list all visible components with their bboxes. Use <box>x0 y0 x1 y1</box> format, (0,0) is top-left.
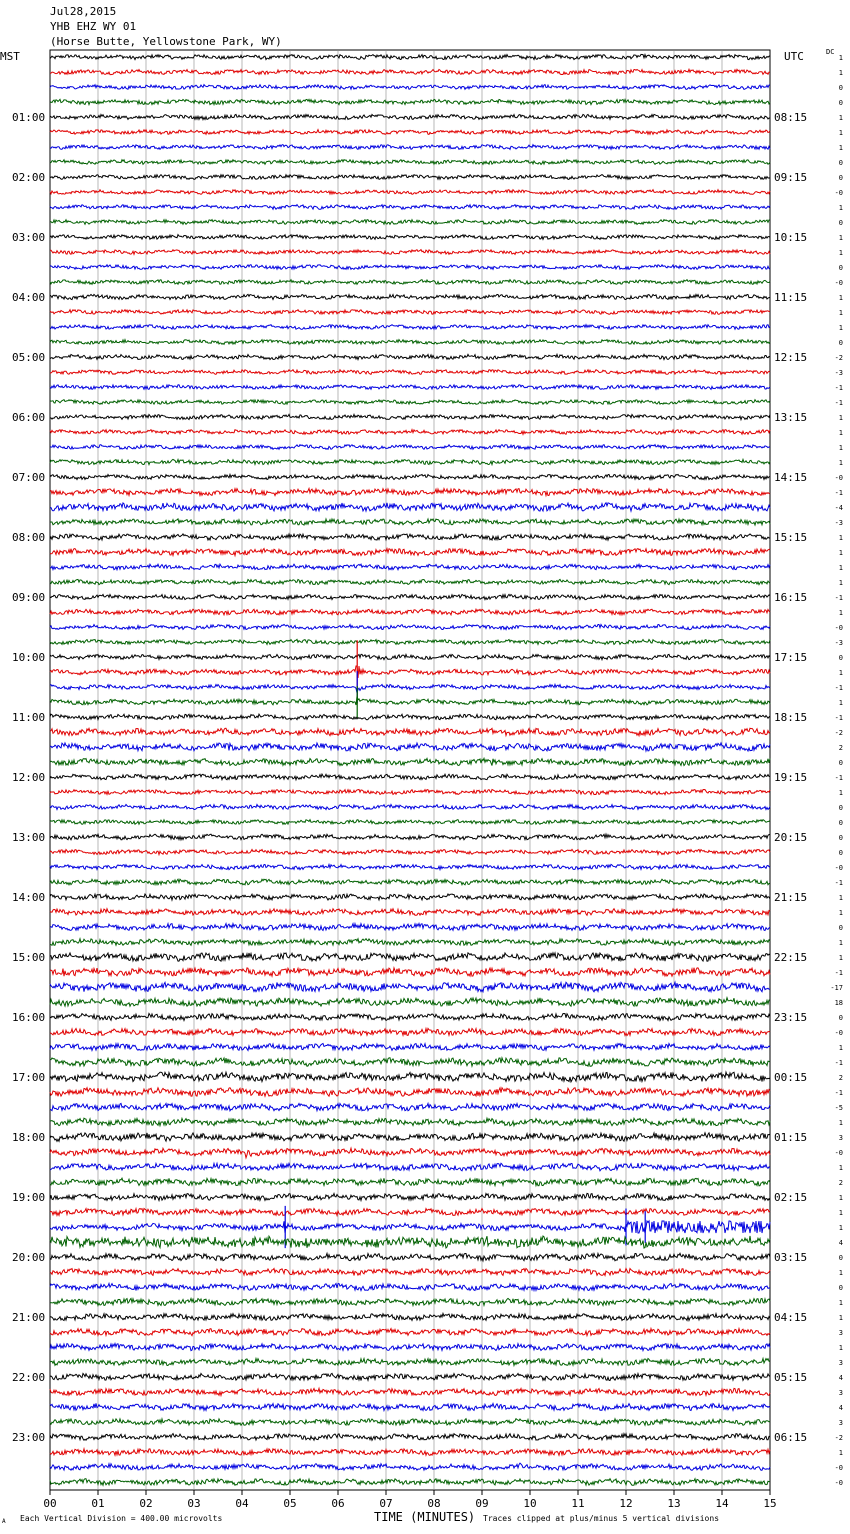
right-hour-label: 20:15 <box>774 831 808 844</box>
trace-row-48 <box>50 774 770 780</box>
trace-row-18 <box>50 325 770 330</box>
trace-row-12 <box>50 235 770 240</box>
dc-offset-label: 0 <box>838 1014 843 1022</box>
x-tick-label: 04 <box>235 1497 249 1510</box>
dc-offset-label: 1 <box>838 789 843 797</box>
trace-row-63 <box>50 998 770 1007</box>
trace-row-76 <box>50 1193 770 1200</box>
dc-offset-label: 1 <box>838 144 843 152</box>
trace-row-52 <box>50 834 770 840</box>
trace-row-24 <box>50 414 770 419</box>
dc-offset-label: -3 <box>834 639 843 647</box>
left-hour-label: 13:00 <box>12 831 46 844</box>
trace-row-16 <box>50 294 770 299</box>
trace-row-83 <box>50 1298 770 1305</box>
dc-offset-label: -0 <box>834 624 843 632</box>
plot-date: Jul28,2015 <box>50 5 117 18</box>
dc-offset-label: 1 <box>838 324 843 332</box>
trace-row-74 <box>50 1163 770 1171</box>
trace-row-30 <box>50 503 770 511</box>
trace-row-77 <box>50 1209 770 1216</box>
dc-offset-label: 1 <box>838 909 843 917</box>
dc-offset-label: -0 <box>834 1479 843 1487</box>
trace-row-60 <box>50 953 770 961</box>
station-code: YHB EHZ WY 01 <box>50 20 137 33</box>
dc-offset-label: 0 <box>838 339 843 347</box>
dc-offset-label: -1 <box>834 684 843 692</box>
trace-row-89 <box>50 1388 770 1395</box>
dc-offset-label: 1 <box>838 309 843 317</box>
trace-row-46 <box>50 743 770 751</box>
right-hour-label: 17:15 <box>774 651 808 664</box>
x-tick-label: 12 <box>619 1497 633 1510</box>
dc-offset-label: 3 <box>838 1389 843 1397</box>
dc-offset-label: -1 <box>834 489 843 497</box>
dc-offset-label: -4 <box>834 504 843 512</box>
dc-offset-label: -1 <box>834 594 843 602</box>
dc-offset-label: 1 <box>838 69 843 77</box>
trace-row-13 <box>50 250 770 255</box>
trace-row-61 <box>50 968 770 977</box>
trace-row-3 <box>50 99 770 104</box>
dc-offset-label: 18 <box>834 999 843 1007</box>
left-hour-label: 06:00 <box>12 411 46 424</box>
right-timezone-label: UTC <box>784 50 804 63</box>
x-tick-label: 08 <box>427 1497 441 1510</box>
trace-row-15 <box>50 280 770 285</box>
trace-row-51 <box>50 820 770 825</box>
trace-row-26 <box>50 445 770 450</box>
clipping-note: Traces clipped at plus/minus 5 vertical divisions <box>483 1514 720 1523</box>
trace-row-49 <box>50 789 770 794</box>
dc-offset-label: 1 <box>838 1299 843 1307</box>
trace-row-57 <box>50 909 770 916</box>
trace-row-32 <box>50 534 770 540</box>
right-hour-label: 23:15 <box>774 1011 808 1024</box>
dc-offset-label: 3 <box>838 1359 843 1367</box>
trace-row-20 <box>50 354 770 359</box>
trace-row-86 <box>50 1344 770 1351</box>
dc-offset-label: 1 <box>838 1314 843 1322</box>
trace-row-43 <box>50 696 770 705</box>
right-hour-label: 21:15 <box>774 891 808 904</box>
left-timezone-label: MST <box>0 50 20 63</box>
trace-row-71 <box>50 1118 770 1126</box>
trace-row-85 <box>50 1329 770 1336</box>
trace-row-8 <box>50 175 770 180</box>
dc-offset-label: -0 <box>834 189 843 197</box>
dc-offset-label: 1 <box>838 669 843 677</box>
x-tick-label: 01 <box>91 1497 105 1510</box>
x-tick-label: 00 <box>43 1497 57 1510</box>
left-hour-label: 10:00 <box>12 651 46 664</box>
trace-row-21 <box>50 370 770 375</box>
dc-offset-label: 2 <box>838 1074 843 1082</box>
x-tick-label: 15 <box>763 1497 777 1510</box>
trace-row-9 <box>50 190 770 195</box>
dc-offset-label: -1 <box>834 714 843 722</box>
trace-row-37 <box>50 609 770 615</box>
dc-offset-label: 0 <box>838 84 843 92</box>
dc-offset-label: 2 <box>838 1179 843 1187</box>
dc-offset-label: 1 <box>838 1209 843 1217</box>
x-tick-label: 13 <box>667 1497 681 1510</box>
right-hour-label: 18:15 <box>774 711 808 724</box>
trace-row-5 <box>50 130 770 135</box>
right-hour-label: 19:15 <box>774 771 808 784</box>
trace-row-7 <box>50 160 770 165</box>
dc-offset-label: 4 <box>838 1374 843 1382</box>
trace-row-65 <box>50 1028 770 1035</box>
dc-offset-label: -0 <box>834 864 843 872</box>
left-hour-label: 19:00 <box>12 1191 46 1204</box>
right-hour-label: 10:15 <box>774 231 808 244</box>
right-hour-label: 14:15 <box>774 471 808 484</box>
left-hour-label: 22:00 <box>12 1371 46 1384</box>
dc-offset-label: -2 <box>834 729 843 737</box>
dc-offset-label: 0 <box>838 174 843 182</box>
left-hour-label: 23:00 <box>12 1431 46 1444</box>
trace-row-87 <box>50 1359 770 1366</box>
dc-offset-label: 0 <box>838 819 843 827</box>
dc-offset-label: 1 <box>838 54 843 62</box>
dc-offset-label: 1 <box>838 1344 843 1352</box>
dc-offset-label: 1 <box>838 429 843 437</box>
dc-offset-label: 1 <box>838 1224 843 1232</box>
dc-offset-label: 0 <box>838 99 843 107</box>
dc-offset-label: -17 <box>830 984 843 992</box>
trace-row-79 <box>50 1236 770 1248</box>
dc-offset-label: 1 <box>838 954 843 962</box>
right-hour-label: 12:15 <box>774 351 808 364</box>
right-hour-label: 05:15 <box>774 1371 808 1384</box>
trace-row-59 <box>50 939 770 946</box>
left-hour-label: 20:00 <box>12 1251 46 1264</box>
right-hour-label: 01:15 <box>774 1131 808 1144</box>
dc-offset-label: 1 <box>838 234 843 242</box>
dc-offset-label: 1 <box>838 894 843 902</box>
trace-row-55 <box>50 879 770 885</box>
trace-row-4 <box>50 114 770 119</box>
dc-offset-label: 0 <box>838 159 843 167</box>
trace-row-90 <box>50 1403 770 1410</box>
dc-offset-label: 0 <box>838 264 843 272</box>
dc-offset-label: 3 <box>838 1329 843 1337</box>
trace-row-62 <box>50 982 770 992</box>
dc-offset-label: -2 <box>834 1434 843 1442</box>
trace-row-2 <box>50 85 770 90</box>
dc-offset-label: 3 <box>838 1134 843 1142</box>
trace-row-1 <box>50 69 770 74</box>
dc-offset-label: 1 <box>838 1044 843 1052</box>
left-hour-label: 11:00 <box>12 711 46 724</box>
right-hour-label: 11:15 <box>774 291 808 304</box>
right-hour-label: 02:15 <box>774 1191 808 1204</box>
dc-offset-label: -2 <box>834 354 843 362</box>
dc-offset-label: 0 <box>838 804 843 812</box>
dc-offset-label: 0 <box>838 759 843 767</box>
dc-offset-label: 1 <box>838 609 843 617</box>
right-hour-label: 04:15 <box>774 1311 808 1324</box>
vertical-division-note: Each Vertical Division = 400.00 microvolts <box>20 1514 223 1523</box>
trace-row-73 <box>50 1148 770 1158</box>
trace-row-42 <box>50 684 770 693</box>
dc-offset-label: -1 <box>834 774 843 782</box>
trace-row-68 <box>50 1072 770 1082</box>
left-hour-label: 05:00 <box>12 351 46 364</box>
trace-row-56 <box>50 894 770 900</box>
x-tick-label: 11 <box>571 1497 585 1510</box>
trace-row-54 <box>50 864 770 869</box>
right-hour-label: 22:15 <box>774 951 808 964</box>
dc-offset-label: 1 <box>838 444 843 452</box>
dc-offset-label: -1 <box>834 879 843 887</box>
trace-row-11 <box>50 220 770 225</box>
left-hour-label: 15:00 <box>12 951 46 964</box>
x-tick-label: 02 <box>139 1497 153 1510</box>
dc-offset-label: 1 <box>838 414 843 422</box>
dc-offset-label: -5 <box>834 1104 843 1112</box>
dc-offset-label: -0 <box>834 474 843 482</box>
dc-offset-label: 1 <box>838 204 843 212</box>
dc-offset-label: 0 <box>838 654 843 662</box>
trace-row-80 <box>50 1253 770 1260</box>
left-hour-label: 08:00 <box>12 531 46 544</box>
dc-offset-label: 1 <box>838 564 843 572</box>
x-tick-label: 05 <box>283 1497 297 1510</box>
right-hour-label: 08:15 <box>774 111 808 124</box>
dc-offset-label: 0 <box>838 219 843 227</box>
trace-row-25 <box>50 430 770 435</box>
footer-mark: A <box>2 1518 6 1525</box>
dc-offset-label: 2 <box>838 744 843 752</box>
trace-row-75 <box>50 1178 770 1186</box>
left-hour-label: 16:00 <box>12 1011 46 1024</box>
dc-offset-label: 1 <box>838 1269 843 1277</box>
left-hour-label: 21:00 <box>12 1311 46 1324</box>
axis-labels <box>12 54 843 1510</box>
dc-offset-label: 1 <box>838 294 843 302</box>
dc-offset-label: 1 <box>838 1164 843 1172</box>
trace-row-66 <box>50 1044 770 1051</box>
dc-offset-label: 1 <box>838 699 843 707</box>
x-tick-label: 06 <box>331 1497 345 1510</box>
x-tick-label: 10 <box>523 1497 537 1510</box>
dc-offset-label: 4 <box>838 1404 843 1412</box>
trace-row-95 <box>50 1479 770 1486</box>
trace-row-93 <box>50 1449 770 1456</box>
trace-row-34 <box>50 564 770 570</box>
dc-offset-label: 1 <box>838 1449 843 1457</box>
dc-offset-label: 1 <box>838 114 843 122</box>
trace-row-35 <box>50 579 770 584</box>
trace-row-36 <box>50 594 770 599</box>
trace-row-72 <box>50 1133 770 1142</box>
trace-row-10 <box>50 205 770 210</box>
right-hour-label: 00:15 <box>774 1071 808 1084</box>
dc-offset-label: 0 <box>838 1284 843 1292</box>
trace-row-41 <box>50 666 770 678</box>
trace-row-64 <box>50 1014 770 1021</box>
trace-row-39 <box>50 639 770 644</box>
trace-row-81 <box>50 1269 770 1276</box>
dc-offset-label: -3 <box>834 369 843 377</box>
right-hour-label: 09:15 <box>774 171 808 184</box>
trace-row-17 <box>50 310 770 315</box>
dc-offset-label: 0 <box>838 849 843 857</box>
dc-offset-label: -1 <box>834 399 843 407</box>
dc-offset-label: 1 <box>838 579 843 587</box>
trace-row-44 <box>50 714 770 720</box>
trace-row-78 <box>50 1221 770 1233</box>
trace-row-70 <box>50 1103 770 1110</box>
x-axis-title: TIME (MINUTES) <box>374 1510 476 1524</box>
dc-offset-label: 0 <box>838 1254 843 1262</box>
trace-row-0 <box>50 54 770 59</box>
x-tick-label: 14 <box>715 1497 729 1510</box>
dc-offset-label: -0 <box>834 279 843 287</box>
trace-row-40 <box>50 654 770 659</box>
right-hour-label: 16:15 <box>774 591 808 604</box>
dc-offset-label: 1 <box>838 249 843 257</box>
trace-row-92 <box>50 1434 770 1441</box>
dc-offset-label: -0 <box>834 1149 843 1157</box>
dc-offset-label: 3 <box>838 1419 843 1427</box>
trace-row-22 <box>50 385 770 390</box>
trace-row-6 <box>50 145 770 150</box>
trace-row-69 <box>50 1088 770 1097</box>
left-hour-label: 17:00 <box>12 1071 46 1084</box>
right-hour-label: 06:15 <box>774 1431 808 1444</box>
dc-column-label: DC <box>826 48 835 56</box>
trace-row-14 <box>50 265 770 270</box>
right-hour-label: 13:15 <box>774 411 808 424</box>
trace-row-19 <box>50 340 770 345</box>
trace-row-33 <box>50 549 770 556</box>
x-tick-label: 03 <box>187 1497 201 1510</box>
dc-offset-label: -1 <box>834 1089 843 1097</box>
x-tick-label: 09 <box>475 1497 489 1510</box>
trace-row-88 <box>50 1373 770 1380</box>
dc-offset-label: -1 <box>834 1059 843 1067</box>
left-hour-label: 18:00 <box>12 1131 46 1144</box>
dc-offset-label: 1 <box>838 939 843 947</box>
dc-offset-label: 1 <box>838 549 843 557</box>
dc-offset-label: -1 <box>834 969 843 977</box>
dc-offset-label: 4 <box>838 1239 843 1247</box>
dc-offset-label: 1 <box>838 129 843 137</box>
dc-offset-label: 0 <box>838 924 843 932</box>
trace-row-84 <box>50 1314 770 1321</box>
dc-offset-label: 1 <box>838 459 843 467</box>
x-tick-label: 07 <box>379 1497 393 1510</box>
left-hour-label: 09:00 <box>12 591 46 604</box>
dc-offset-label: 0 <box>838 834 843 842</box>
right-hour-label: 03:15 <box>774 1251 808 1264</box>
trace-row-28 <box>50 474 770 479</box>
left-hour-label: 04:00 <box>12 291 46 304</box>
trace-row-31 <box>50 519 770 525</box>
left-hour-label: 12:00 <box>12 771 46 784</box>
trace-row-53 <box>50 849 770 854</box>
left-hour-label: 14:00 <box>12 891 46 904</box>
dc-offset-label: -1 <box>834 384 843 392</box>
trace-row-50 <box>50 805 770 810</box>
station-location: (Horse Butte, Yellowstone Park, WY) <box>50 35 282 48</box>
left-hour-label: 01:00 <box>12 111 46 124</box>
trace-row-91 <box>50 1419 770 1426</box>
left-hour-label: 07:00 <box>12 471 46 484</box>
trace-row-94 <box>50 1463 770 1470</box>
dc-offset-label: 1 <box>838 534 843 542</box>
trace-row-82 <box>50 1284 770 1291</box>
trace-row-58 <box>50 924 770 931</box>
right-hour-label: 15:15 <box>774 531 808 544</box>
dc-offset-label: -0 <box>834 1464 843 1472</box>
minute-grid <box>98 50 722 1490</box>
trace-row-47 <box>50 758 770 765</box>
trace-row-23 <box>50 400 770 405</box>
trace-row-45 <box>50 728 770 736</box>
left-hour-label: 02:00 <box>12 171 46 184</box>
trace-row-27 <box>50 459 770 464</box>
dc-offset-label: 1 <box>838 1194 843 1202</box>
trace-row-67 <box>50 1058 770 1066</box>
dc-offset-label: 1 <box>838 1119 843 1127</box>
trace-row-29 <box>50 489 770 496</box>
seismic-traces <box>50 54 770 1485</box>
dc-offset-label: -3 <box>834 519 843 527</box>
trace-row-38 <box>50 624 770 629</box>
left-hour-label: 03:00 <box>12 231 46 244</box>
dc-offset-label: -0 <box>834 1029 843 1037</box>
